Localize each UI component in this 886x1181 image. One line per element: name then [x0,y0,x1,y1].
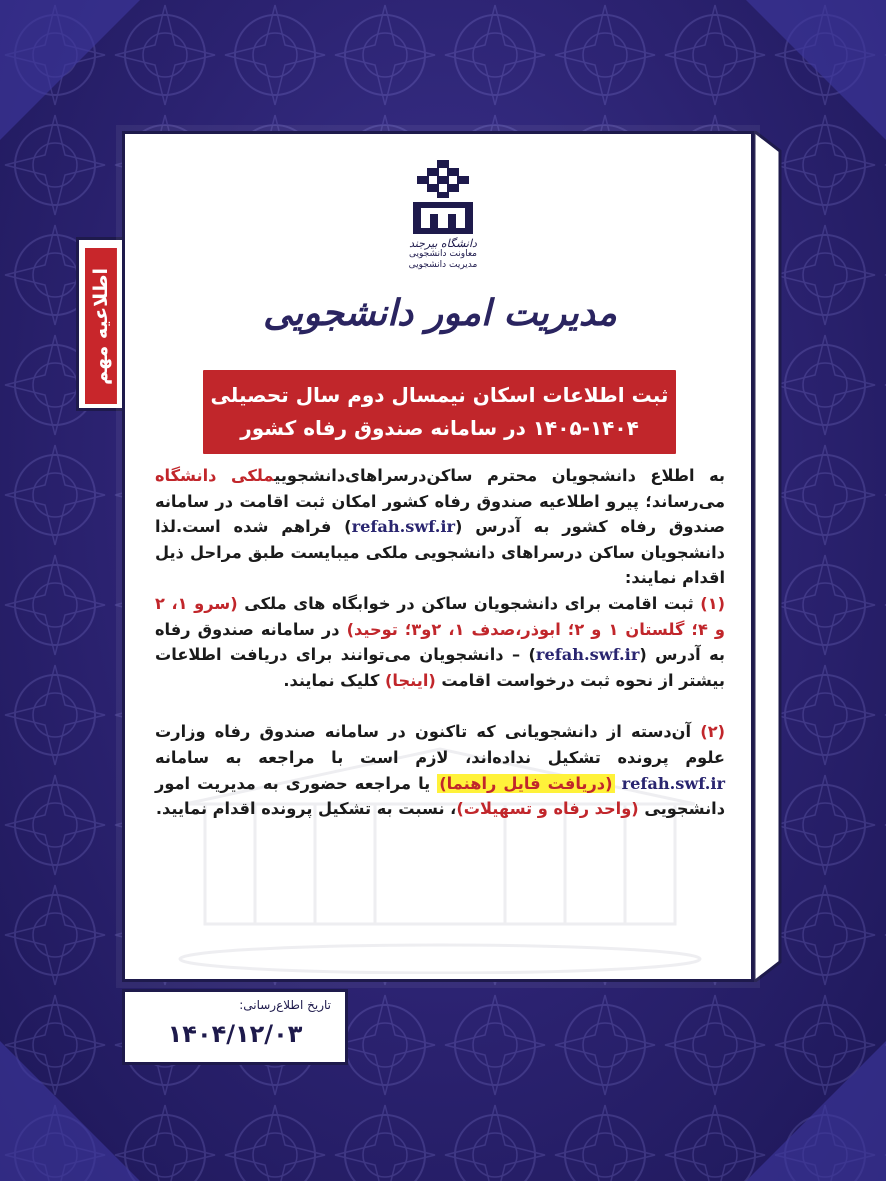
step2-text-2: یا مراجعه حضوری به مدیریت امور دانشجویی [155,773,725,819]
date-label: تاریخ اطلاع‌رسانی: [239,998,331,1012]
date-value: ۱۴۰۴/۱۲/۰۳ [167,1020,303,1048]
step1-number: (۱) [700,593,725,613]
announcement-card [122,131,754,982]
important-notice-label: اطلاعیه مهم [90,267,112,385]
welfare-unit: (واحد رفاه و تسهیلات) [456,799,639,819]
intro-paragraph [155,463,725,693]
step1-text-4: کلیک نمایند. [283,670,385,690]
refah-link-step2[interactable]: refah.swf.ir [621,773,726,793]
announcement-title-box [203,370,676,454]
step1-text-2: در سامانه صندوق رفاه به آدرس ( [155,619,725,665]
step2-text-3: ، نسبت به تشکیل پرونده اقدام نمایید. [155,799,457,819]
date-box [122,989,348,1065]
step1-dorm-list: (سرو ۱، ۲ و ۴؛ گلستان ۱ و ۲؛ ابوذر،صدف ۱، ۲و۳؛ توحید) [155,593,725,639]
university-logo [383,158,503,308]
guide-file-link[interactable]: (دریافت فایل راهنما) [439,773,613,793]
university-emblem-icon [408,158,478,236]
step1-text-1: ثبت اقامت برای دانشجویان ساکن در خوابگاه های ملکی [237,593,701,613]
management-small-label: مدیریت دانشجویی [408,260,478,270]
intro-red-text: ملکی دانشگاه [155,466,275,485]
refah-link-intro[interactable]: refah.swf.ir [351,517,456,537]
refah-link-step1[interactable]: refah.swf.ir [535,645,640,665]
university-name: دانشگاه بیرجند [409,237,477,250]
department-title: مدیریت امور دانشجویی [263,292,617,334]
intro-text-3: ) فراهم شده است.لذا دانشجویان ساکن درسراهای دانشجویی ملکی میبایست طبق مراحل ذیل اقدام نمایند: [155,517,725,588]
card-fold [754,131,788,982]
step2-paragraph [155,719,725,821]
title-line-1: ثبت اطلاعات اسکان نیمسال دوم سال تحصیلی [210,383,669,407]
intro-text-1: به اطلاع دانشجویان محترم ساکن‌درسراهای‌دانشجویی [274,466,725,485]
here-link[interactable]: (اینجا) [385,670,436,690]
vice-presidency-label: معاونت دانشجویی [409,249,477,259]
important-notice-tag-inner [85,248,117,404]
announcement-body [155,463,725,822]
step2-text-1: آن‌دسته از دانشجویانی که تاکنون در سامانه صندوق رفاه وزارت علوم پرونده تشکیل نداده‌اند، لازم است با مراجعه به سامانه [155,722,725,767]
intro-text-2: می‌رساند؛ پیرو اطلاعیه صندوق رفاه کشور امکان ثبت اقامت در سامانه صندوق رفاه کشور به آدرس ( [155,491,725,537]
important-notice-tag [76,237,122,411]
step1-text-3: ) – دانشجویان می‌توانند برای دریافت اطلاعات بیشتر از نحوه ثبت درخواست اقامت [155,645,725,690]
title-line-2: ۱۴۰۵-۱۴۰۴ در سامانه صندوق رفاه کشور [240,416,639,440]
step2-number: (۲) [700,722,725,742]
